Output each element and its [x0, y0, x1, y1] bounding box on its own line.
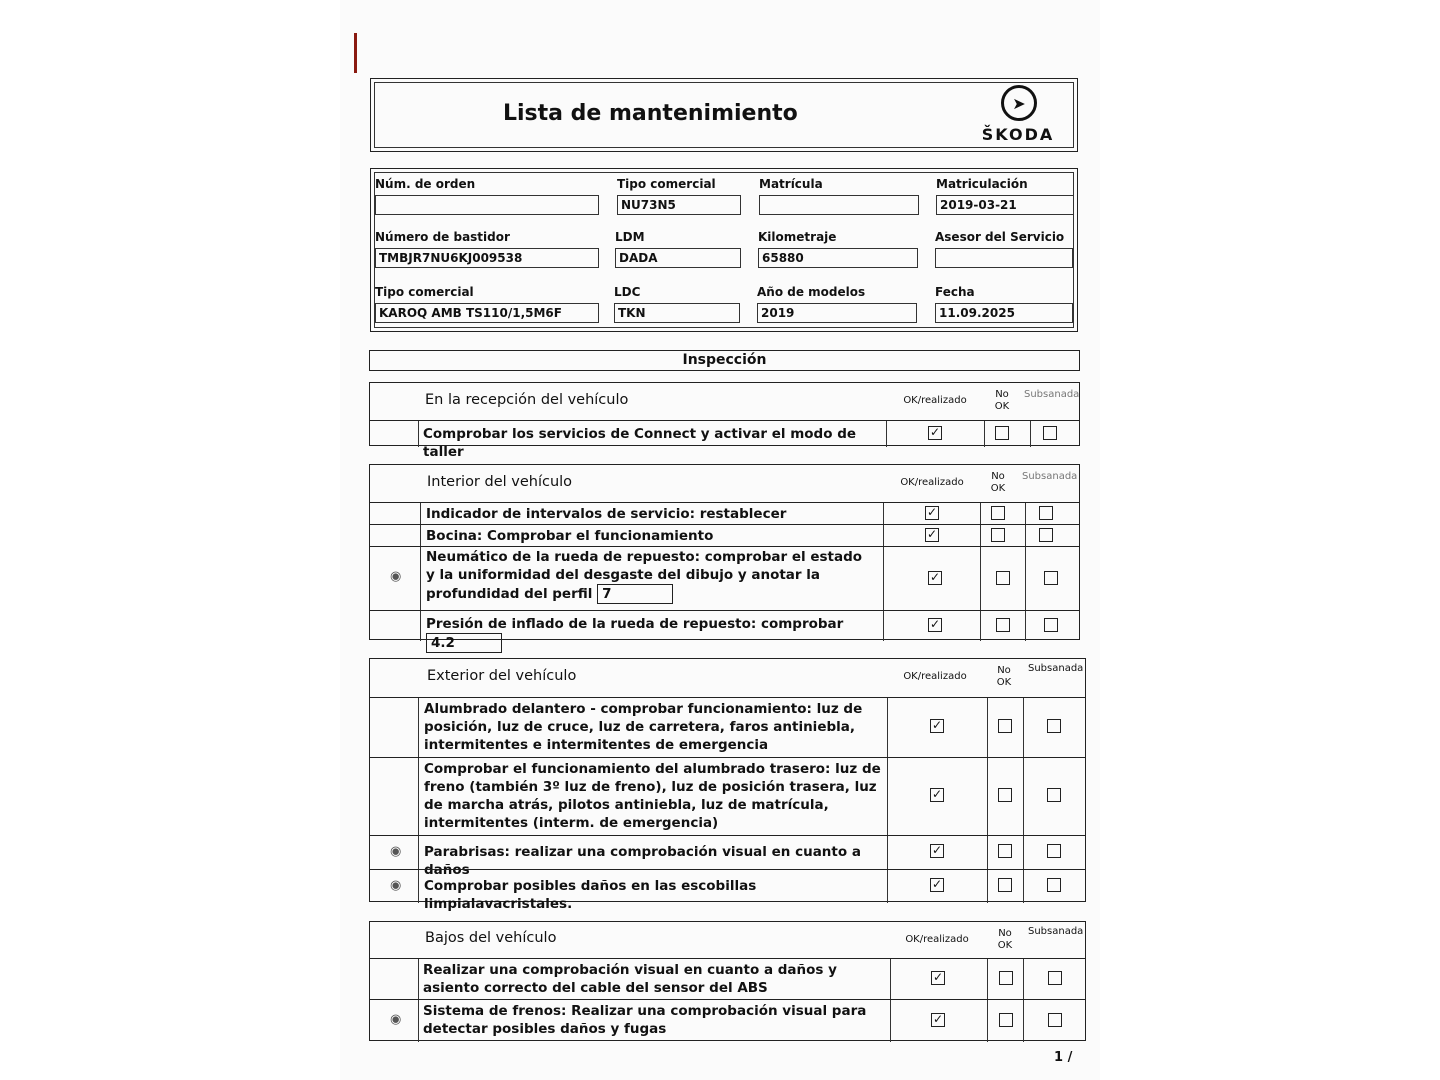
table-row: [370, 610, 1079, 651]
col-ok-header: OK/realizado: [900, 477, 964, 488]
section-header-row: [370, 922, 1085, 958]
section-title: En la recepción del vehículo: [425, 392, 629, 408]
subsanada-checkbox[interactable]: [1048, 971, 1062, 985]
col-subsanada-header: Subsanada: [1024, 389, 1080, 400]
field-tipo-comercial-1: Tipo comercial NU73N5: [617, 177, 741, 215]
bastidor-input[interactable]: TMBJR7NU6KJ009538: [375, 248, 599, 268]
ok-checkbox[interactable]: ✓: [929, 570, 941, 584]
section-recepcion: [369, 382, 1080, 460]
section-header-row: [370, 465, 1079, 502]
section-exterior: [369, 658, 1086, 912]
ok-checkbox[interactable]: ✓: [932, 970, 944, 984]
section-bajos: [369, 921, 1086, 1041]
item-text: Sistema de frenos: Realizar una comprobación visual para detectar posibles daños y fugas: [423, 1003, 867, 1037]
section-title: Bajos del vehículo: [425, 930, 557, 946]
item-text: Alumbrado delantero - comprobar funcionamiento: luz de posición, luz de cruce, luz de carretera, faros antiniebla, intermitentes e intermitentes de emergencia: [424, 701, 863, 753]
table-row: [370, 697, 1085, 757]
ok-checkbox[interactable]: ✓: [931, 843, 943, 857]
no-ok-checkbox[interactable]: [996, 571, 1010, 585]
profundidad-input[interactable]: 7: [597, 584, 673, 604]
tipo-comercial-2-input[interactable]: KAROQ AMB TS110/1,5M6F: [375, 303, 599, 323]
table-row: [370, 869, 1085, 912]
field-kilometraje: Kilometraje 65880: [758, 230, 918, 268]
page-number: 1 /: [1054, 1050, 1073, 1065]
ok-checkbox[interactable]: ✓: [931, 718, 943, 732]
field-num-orden: Núm. de orden: [375, 177, 599, 215]
subsanada-checkbox[interactable]: [1039, 506, 1053, 520]
item-text: Indicador de intervalos de servicio: restablecer: [426, 506, 787, 522]
section-title: Interior del vehículo: [427, 474, 573, 490]
subsanada-checkbox[interactable]: [1044, 571, 1058, 585]
inspection-title: Inspección: [682, 352, 767, 368]
item-text: Comprobar el funcionamiento del alumbrado trasero: luz de freno (también 3º luz de freno), luz de posición trasera, luz de marcha atrás, pilotos antiniebla, luz de matrícula, intermitentes (interm. de emergencia): [424, 761, 881, 831]
section-title: Exterior del vehículo: [427, 668, 577, 684]
num-orden-input[interactable]: [375, 195, 599, 215]
no-ok-checkbox[interactable]: [998, 878, 1012, 892]
asesor-input[interactable]: [935, 248, 1073, 268]
ok-checkbox[interactable]: ✓: [931, 787, 943, 801]
table-row: [370, 420, 1079, 460]
ok-checkbox[interactable]: ✓: [932, 1012, 944, 1026]
subsanada-checkbox[interactable]: [1047, 844, 1061, 858]
no-ok-checkbox[interactable]: [999, 971, 1013, 985]
ok-checkbox[interactable]: ✓: [929, 425, 941, 439]
ano-modelos-input[interactable]: 2019: [757, 303, 917, 323]
ok-checkbox[interactable]: ✓: [926, 505, 938, 519]
field-ldm: LDM DADA: [615, 230, 741, 268]
subsanada-checkbox[interactable]: [1048, 1013, 1062, 1027]
no-ok-checkbox[interactable]: [995, 426, 1009, 440]
matriculacion-input[interactable]: 2019-03-21: [936, 195, 1074, 215]
brand-name: ŠKODA: [981, 125, 1055, 144]
field-asesor: Asesor del Servicio: [935, 230, 1073, 268]
subsanada-checkbox[interactable]: [1047, 788, 1061, 802]
inspection-header: [369, 350, 1080, 371]
field-ldc: LDC TKN: [614, 285, 740, 323]
tipo-comercial-1-input[interactable]: NU73N5: [617, 195, 741, 215]
table-row: [370, 524, 1079, 546]
item-text: Presión de inflado de la rueda de repuesto: comprobar 4.2: [426, 616, 844, 651]
table-row: [370, 502, 1079, 524]
eye-icon: ◉: [390, 844, 402, 859]
no-ok-checkbox[interactable]: [991, 528, 1005, 542]
subsanada-checkbox[interactable]: [1044, 618, 1058, 632]
no-ok-checkbox[interactable]: [999, 1013, 1013, 1027]
skoda-logo: [973, 85, 1063, 145]
section-interior: [369, 464, 1080, 651]
col-no-ok-header: No OK: [994, 389, 1010, 412]
ok-checkbox[interactable]: ✓: [931, 877, 943, 891]
item-text: Comprobar los servicios de Connect y activar el modo de taller: [423, 426, 857, 460]
ldc-input[interactable]: TKN: [614, 303, 740, 323]
fecha-input[interactable]: 11.09.2025: [935, 303, 1073, 323]
ok-checkbox[interactable]: ✓: [926, 527, 938, 541]
col-ok-header: OK/realizado: [905, 934, 969, 945]
item-text: Neumático de la rueda de repuesto: comprobar el estado y la uniformidad del desgaste del dibujo y anotar la profundidad del perfil 7: [426, 549, 863, 602]
no-ok-checkbox[interactable]: [991, 506, 1005, 520]
col-no-ok-header: No OK: [990, 471, 1006, 494]
table-row: [370, 546, 1079, 610]
edge-mark: [354, 33, 357, 73]
presion-input[interactable]: 4.2: [426, 633, 502, 653]
col-no-ok-header: No OK: [996, 665, 1012, 688]
eye-icon: ◉: [390, 878, 402, 893]
table-row: [370, 835, 1085, 878]
field-matriculacion: Matriculación 2019-03-21: [936, 177, 1074, 215]
field-fecha: Fecha 11.09.2025: [935, 285, 1073, 323]
subsanada-checkbox[interactable]: [1047, 719, 1061, 733]
eye-icon: ◉: [390, 1012, 402, 1027]
col-subsanada-header: Subsanada: [1028, 926, 1084, 937]
item-text: Realizar una comprobación visual en cuanto a daños y asiento correcto del cable del sensor del ABS: [423, 962, 837, 996]
kilometraje-input[interactable]: 65880: [758, 248, 918, 268]
eye-icon: ◉: [390, 569, 402, 584]
field-ano-modelos: Año de modelos 2019: [757, 285, 917, 323]
page-title: Lista de mantenimiento: [503, 101, 798, 126]
item-text: Parabrisas: realizar una comprobación visual en cuanto a daños: [424, 844, 861, 878]
col-subsanada-header: Subsanada: [1022, 471, 1078, 482]
section-header-row: [370, 659, 1085, 697]
col-subsanada-header: Subsanada: [1028, 663, 1084, 674]
subsanada-checkbox[interactable]: [1043, 426, 1057, 440]
col-no-ok-header: No OK: [997, 928, 1013, 951]
col-ok-header: OK/realizado: [903, 671, 967, 682]
no-ok-checkbox[interactable]: [998, 719, 1012, 733]
no-ok-checkbox[interactable]: [998, 788, 1012, 802]
col-ok-header: OK/realizado: [903, 395, 967, 406]
item-text: Comprobar posibles daños en las escobillas limpialavacristales.: [424, 878, 757, 912]
table-row: [370, 999, 1085, 1042]
subsanada-checkbox[interactable]: [1047, 878, 1061, 892]
field-tipo-comercial-2: Tipo comercial KAROQ AMB TS110/1,5M6F: [375, 285, 599, 323]
vehicle-data-box: [370, 168, 1078, 332]
title-box: [370, 78, 1078, 152]
no-ok-checkbox[interactable]: [998, 844, 1012, 858]
subsanada-checkbox[interactable]: [1039, 528, 1053, 542]
skoda-arrow-icon: ➤: [1001, 85, 1037, 121]
ok-checkbox[interactable]: ✓: [929, 617, 941, 631]
ldm-input[interactable]: DADA: [615, 248, 741, 268]
item-text: Bocina: Comprobar el funcionamiento: [426, 528, 714, 544]
field-matricula: Matrícula: [759, 177, 919, 215]
field-bastidor: Número de bastidor TMBJR7NU6KJ009538: [375, 230, 599, 268]
no-ok-checkbox[interactable]: [996, 618, 1010, 632]
matricula-input[interactable]: [759, 195, 919, 215]
table-row: [370, 958, 1085, 999]
section-header-row: [370, 383, 1079, 420]
table-row: [370, 757, 1085, 835]
